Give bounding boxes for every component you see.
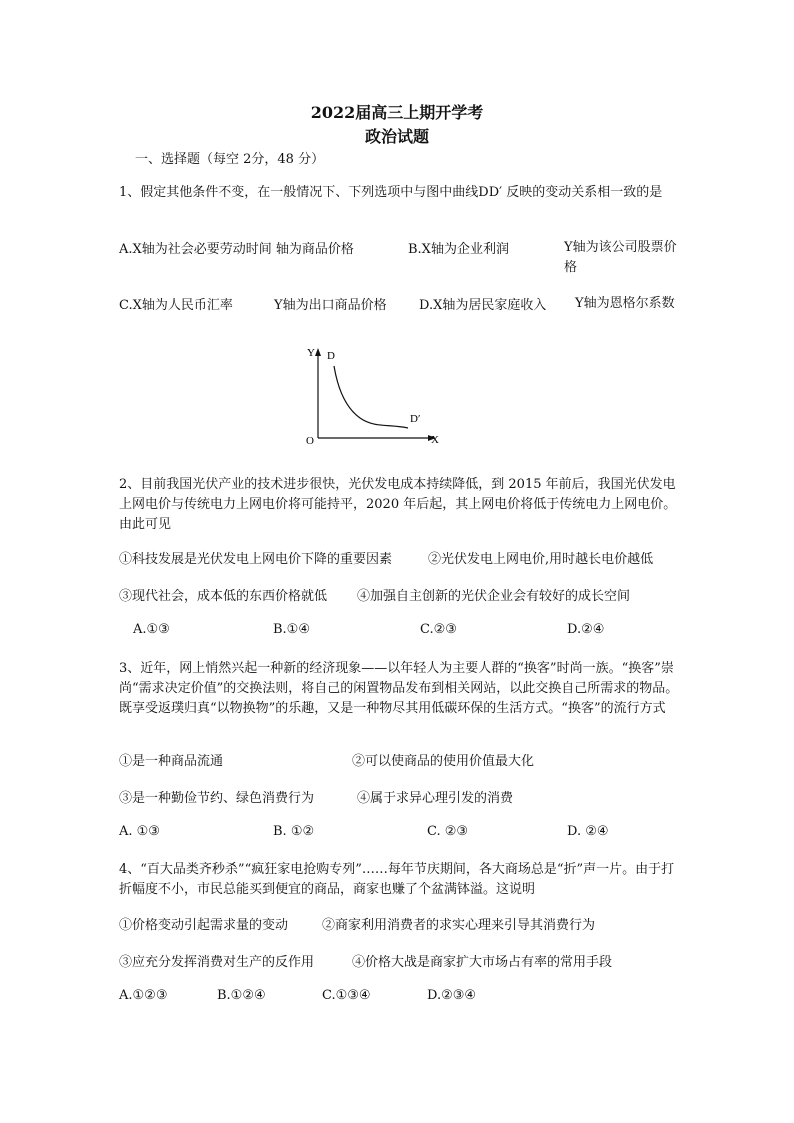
q2-item-4: ④加强自主创新的光伏企业会有较好的成长空间 xyxy=(357,589,631,604)
q2-item-2: ②光伏发电上网电价,用时越长电价越低 xyxy=(428,552,654,567)
q3-choice-a: A. ①③ xyxy=(119,824,160,839)
q1-option-d: D.X轴为居民家庭收入 xyxy=(419,298,547,313)
q1-option-c: C.X轴为人民币汇率 xyxy=(119,298,233,313)
exam-subtitle: 政治试题 xyxy=(364,127,429,146)
dd-curve xyxy=(334,366,408,428)
origin-label: O xyxy=(306,435,314,447)
q2-stem: 2、目前我国光伏产业的技术进步很快，光伏发电成本持续降低，到 2015 年前后，我国光伏发电上网电价与传统电力上网电价将可能持平，2020 年后起，其上网电价将低于传统电力上网电价。由此可见 xyxy=(119,477,677,532)
q3-item-1: ①是一种商品流通 xyxy=(119,754,224,769)
q4-item-1: ①价格变动引起需求量的变动 xyxy=(119,918,289,933)
q1-option-d-y xyxy=(575,294,685,314)
q4-choice-c: C.①③④ xyxy=(322,988,371,1003)
q3-choice-c: C. ②③ xyxy=(427,824,469,839)
y-axis-arrow-icon xyxy=(315,348,321,356)
y-axis-label: Y xyxy=(307,347,315,359)
q3-item-4: ④属于求异心理引发的消费 xyxy=(357,791,514,806)
q1-option-d-y-text: Y轴为恩格尔系数 xyxy=(575,296,675,311)
q1-option-b-y-text: Y轴为该公司股票价格 xyxy=(564,240,677,275)
q2-choice-c: C.②③ xyxy=(420,622,457,637)
q1-option-c-y: Y轴为出口商品价格 xyxy=(274,298,387,313)
exam-title: 2022届高三上期开学考 xyxy=(310,103,484,122)
curve-end-label: D′ xyxy=(410,413,421,425)
q4-item-4: ④价格大战是商家扩大市场占有率的常用手段 xyxy=(352,955,613,970)
q3-item-3: ③是一种勤俭节约、绿色消费行为 xyxy=(119,791,315,806)
q3-choice-b: B. ①② xyxy=(273,824,315,839)
q1-option-b: B.X轴为企业利润 xyxy=(408,242,509,257)
q2-item-3: ③现代社会，成本低的东西价格就低 xyxy=(119,589,328,604)
q1-option-a: A.X轴为社会必要劳动时间 轴为商品价格 xyxy=(119,242,354,257)
q1-demand-graph xyxy=(298,340,448,450)
q4-choice-b: B.①②④ xyxy=(217,988,266,1003)
q1-stem: 1、假定其他条件不变，在一般情况下、下列选项中与图中曲线DD′ 反映的变动关系相一致的是 xyxy=(119,185,663,200)
q3-item-2: ②可以使商品的使用价值最大化 xyxy=(352,754,535,769)
q2-choice-d: D.②④ xyxy=(567,622,605,637)
x-axis-label: X xyxy=(431,434,439,446)
q2-choice-a: A.①③ xyxy=(133,622,170,637)
q4-choice-d: D.②③④ xyxy=(427,988,477,1003)
q3-stem: 3、近年，网上悄然兴起一种新的经济现象——以年轻人为主要人群的“换客”时尚一族。“换客”崇尚“需求决定价值”的交换法则，将自己的闲置物品发布到相关网站，以此交换自己所需求的物品。既享受返璞归真“以物换物”的乐趣，又是一种物尽其用低碳环保的生活方式。“换客”的流行方式 xyxy=(119,661,679,716)
q4-stem: 4、“百大品类齐秒杀”“疯狂家电抢购专列”……每年节庆期间，各大商场总是“折”声一片。由于打折幅度不小，市民总能买到便宜的商品，商家也赚了个盆满钵溢。这说明 xyxy=(119,862,675,897)
q3-choice-d: D. ②④ xyxy=(567,824,609,839)
q2-choice-b: B.①④ xyxy=(273,622,310,637)
curve-start-label: D xyxy=(327,350,335,362)
q4-item-2: ②商家利用消费者的求实心理来引导其消费行为 xyxy=(322,918,596,933)
q2-item-1: ①科技发展是光伏发电上网电价下降的重要因素 xyxy=(119,552,393,567)
q1-option-b-y xyxy=(564,238,684,278)
q4-item-3: ③应充分发挥消费对生产的反作用 xyxy=(119,955,315,970)
section-heading: 一、选择题（每空 2分，48 分） xyxy=(135,152,325,167)
q4-choice-a: A.①②③ xyxy=(119,988,168,1003)
